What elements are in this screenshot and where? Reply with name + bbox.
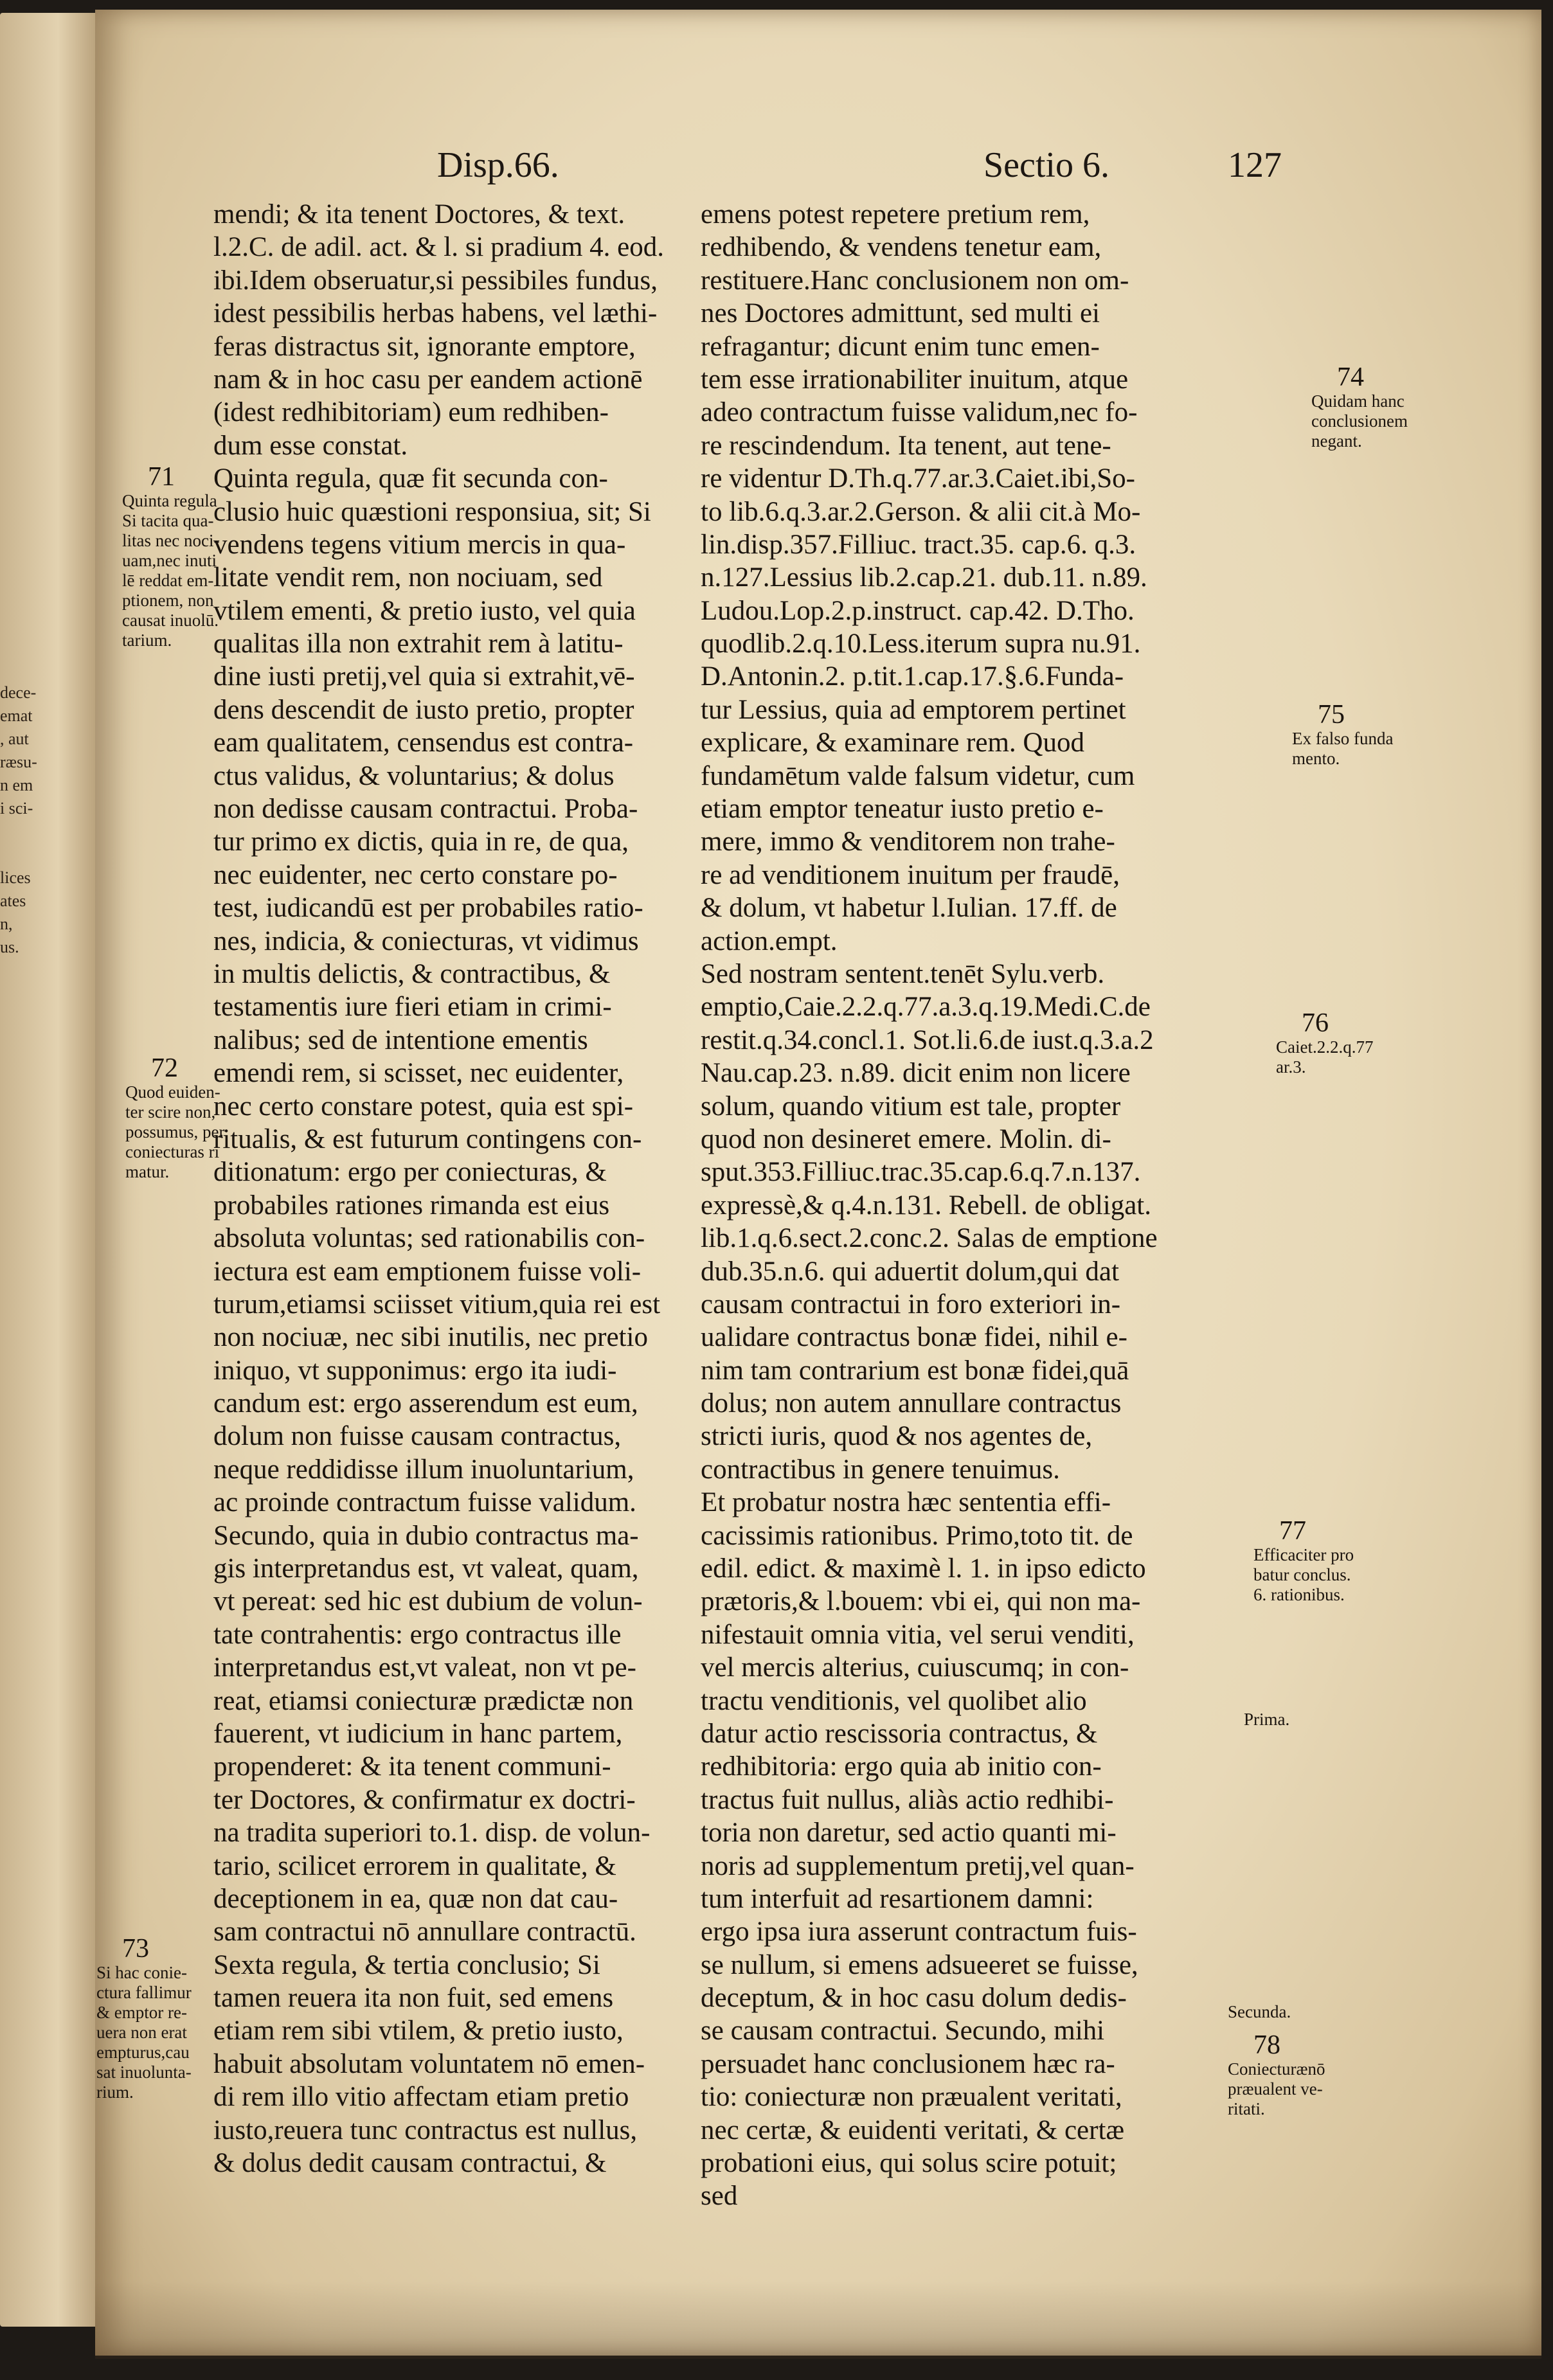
margin-note-line: Quidam hanc: [1311, 391, 1405, 411]
text-line: mendi; & ita tenent Doctores, & text.: [213, 199, 625, 229]
margin-note-line: ritati.: [1228, 2099, 1265, 2118]
text-line: re ad venditionem inuitum per fraudē,: [701, 859, 1120, 890]
margin-note-line: litas nec noci-: [122, 531, 220, 550]
text-line: dolum non fuisse causam contractus,: [213, 1421, 622, 1452]
text-line: vendens tegens vitium mercis in qua-: [213, 529, 626, 560]
text-line: edil. edict. & maximè l. 1. in ipso edicto: [701, 1553, 1146, 1584]
text-line: idest pessibilis herbas habens, vel læthi-: [213, 298, 658, 329]
text-line: persuadet hanc conclusionem hæc ra-: [701, 2048, 1115, 2079]
text-line: litate vendit rem, non nociuam, sed: [213, 562, 603, 593]
margin-note-line: possumus, per: [125, 1122, 225, 1141]
margin-note-number: 75: [1318, 700, 1345, 729]
text-line: ter Doctores, & confirmatur ex doctri-: [213, 1784, 636, 1815]
text-line: qualitas illa non extrahit rem à latitu-: [213, 629, 624, 659]
text-line: quod non desineret emere. Molin. di-: [701, 1123, 1111, 1154]
text-line: Sexta regula, & tertia conclusio; Si: [213, 1949, 600, 1980]
text-line: ualidare contractus bonæ fidei, nihil e-: [701, 1322, 1127, 1353]
left-page-fragment: us.: [0, 938, 19, 956]
text-line: tum interfuit ad resartionem damni:: [701, 1883, 1094, 1914]
text-line: candum est: ergo asserendum est eum,: [213, 1388, 638, 1419]
text-line: emendi rem, si scisset, nec euidenter,: [213, 1058, 624, 1089]
left-page-edge: [0, 13, 96, 2327]
margin-note-line: præualent ve-: [1228, 2079, 1323, 2098]
text-line: se causam contractui. Secundo, mihi: [701, 2016, 1105, 2046]
margin-note-line: batur conclus.: [1253, 1565, 1351, 1584]
text-line: di rem illo vitio affectam etiam pretio: [213, 2082, 629, 2113]
text-line: D.Antonin.2. p.tit.1.cap.17.§.6.Funda-: [701, 661, 1124, 692]
text-line: Et probatur nostra hæc sententia effi-: [701, 1487, 1111, 1518]
text-line: nalibus; sed de intentione ementis: [213, 1024, 588, 1055]
text-line: iusto,reuera tunc contractus est nullus,: [213, 2115, 638, 2145]
text-line: restit.q.34.concl.1. Sot.li.6.de iust.q.3.a.2: [701, 1024, 1154, 1055]
left-page-fragment: n em: [0, 776, 33, 794]
text-line: Ludou.Lop.2.p.instruct. cap.42. D.Tho.: [701, 595, 1135, 626]
margin-note-line: uam,nec inuti: [122, 551, 217, 570]
margin-note-line: negant.: [1311, 431, 1362, 451]
text-line: dub.35.n.6. qui aduertit dolum,qui dat: [701, 1256, 1119, 1287]
margin-note-line: coniecturas ri: [125, 1142, 220, 1161]
text-line: re videntur D.Th.q.77.ar.3.Caiet.ibi,So-: [701, 463, 1135, 494]
text-line: nifestauit omnia vitia, vel serui venditi,: [701, 1619, 1135, 1650]
text-line: eam qualitatem, censendus est contra-: [213, 728, 634, 758]
left-page-fragment: , aut: [0, 729, 29, 748]
text-line: redhibendo, & vendens tenetur eam,: [701, 232, 1102, 263]
margin-note-line: ctura fallimur: [96, 1983, 192, 2002]
text-line: adeo contractum fuisse validum,nec fo-: [701, 397, 1138, 428]
text-line: lin.disp.357.Filliuc. tract.35. cap.6. q.3.: [701, 529, 1136, 560]
text-line: se nullum, si emens adsueeret se fuisse,: [701, 1949, 1138, 1980]
text-line: nec certo constare potest, quia est spi-: [213, 1091, 634, 1122]
text-line: turum,etiamsi sciisset vitium,quia rei est: [213, 1289, 661, 1320]
margin-note-line: conclusionem: [1311, 411, 1408, 431]
text-line: interpretandus est,vt valeat, non vt pe-: [213, 1652, 636, 1683]
text-line: action.empt.: [701, 926, 838, 956]
text-line: tractu venditionis, vel quolibet alio: [701, 1685, 1087, 1716]
text-line: in multis delictis, & contractibus, &: [213, 958, 611, 989]
text-line: cacissimis rationibus. Primo,toto tit. de: [701, 1520, 1133, 1551]
text-line: tem esse irrationabiliter inuitum, atque: [701, 364, 1129, 395]
text-line: na tradita superiori to.1. disp. de volun-: [213, 1818, 651, 1848]
margin-note-line: Quod euiden-: [125, 1082, 220, 1102]
margin-note-right: [1228, 2002, 1291, 2022]
text-line: & dolus dedit causam contractui, &: [213, 2148, 607, 2179]
margin-note-line: lē reddat em-: [122, 571, 214, 590]
text-line: vt pereat: sed hic est dubium de volun-: [213, 1586, 643, 1617]
text-line: tur primo ex dictis, quia in re, de qua,: [213, 827, 629, 857]
text-line: noris ad supplementum pretij,vel quan-: [701, 1850, 1135, 1881]
margin-note-line: Secunda.: [1228, 2002, 1291, 2021]
text-line: quodlib.2.q.10.Less.iterum supra nu.91.: [701, 629, 1141, 659]
margin-note-line: tarium.: [122, 631, 172, 650]
margin-note-line: causat inuolū.: [122, 611, 219, 630]
text-line: emptio,Caie.2.2.q.77.a.3.q.19.Medi.C.de: [701, 992, 1151, 1023]
margin-note-line: Ex falso funda: [1292, 729, 1394, 748]
text-line: ritualis, & est futurum contingens con-: [213, 1123, 642, 1154]
text-line: sput.353.Filliuc.trac.35.cap.6.q.7.n.137.: [701, 1157, 1141, 1188]
margin-note-line: empturus,cau: [96, 2043, 190, 2062]
text-line: ctus validus, & voluntarius; & dolus: [213, 760, 615, 791]
text-line: probationi eius, qui solus scire potuit;: [701, 2148, 1117, 2179]
text-line: non dedisse causam contractui. Proba-: [213, 794, 638, 825]
margin-note-number: 78: [1253, 2030, 1280, 2060]
margin-note-line: ar.3.: [1276, 1057, 1306, 1077]
text-line: vel mercis alterius, cuiuscumq; in con-: [701, 1652, 1129, 1683]
text-line: to lib.6.q.3.ar.2.Gerson. & alii cit.à Mo-: [701, 496, 1141, 527]
text-line: fundamētum valde falsum videtur, cum: [701, 760, 1135, 791]
text-line: nim tam contrarium est bonæ fidei,quā: [701, 1355, 1129, 1386]
text-line: gis interpretandus est, vt valeat, quam,: [213, 1553, 639, 1584]
text-line: feras distractus sit, ignorante emptore,: [213, 331, 636, 362]
margin-note-line: Si hac conie-: [96, 1963, 187, 1982]
text-line: tario, scilicet errorem in qualitate, &: [213, 1850, 616, 1881]
text-line: contractibus in genere tenuimus.: [701, 1454, 1060, 1485]
text-line: etiam emptor teneatur iusto pretio e-: [701, 794, 1104, 825]
text-line: absoluta voluntas; sed rationabilis con-: [213, 1223, 645, 1254]
margin-note-line: mento.: [1292, 749, 1340, 768]
text-line: sed: [701, 2181, 738, 2212]
page-number: 127: [1228, 145, 1282, 185]
margin-note-line: ter scire non,: [125, 1102, 216, 1122]
text-line: Nau.cap.23. n.89. dicit enim non licere: [701, 1058, 1131, 1089]
text-line: tate contrahentis: ergo contractus ille: [213, 1619, 622, 1650]
margin-note-line: Prima.: [1244, 1710, 1290, 1729]
text-line: restituere.Hanc conclusionem non om-: [701, 265, 1129, 296]
margin-note-number: 74: [1337, 362, 1364, 392]
margin-note-right: [1311, 363, 1408, 451]
margin-note-left: [96, 1935, 192, 2102]
page-bottom-shadow: [95, 2282, 1541, 2359]
text-line: sam contractui nō annullare contractū.: [213, 1917, 636, 1947]
left-page-fragment: emat: [0, 706, 33, 725]
text-line: causam contractui in foro exteriori in-: [701, 1289, 1121, 1320]
text-line: tio: coniecturæ non præualent veritati,: [701, 2082, 1122, 2113]
margin-note-number: 72: [151, 1053, 178, 1083]
text-line: ergo ipsa iura asserunt contractum fuis-: [701, 1917, 1137, 1947]
header-left: Disp.66.: [437, 145, 559, 185]
text-line: testamentis iure fieri etiam in crimi-: [213, 992, 612, 1023]
margin-note-line: sat inuolunta-: [96, 2062, 192, 2082]
left-page-fragment: ates: [0, 891, 26, 910]
text-line: iniquo, vt supponimus: ergo ita iudi-: [213, 1355, 617, 1386]
left-page-fragment: [0, 820, 39, 843]
text-line: refragantur; dicunt enim tunc emen-: [701, 331, 1100, 362]
margin-note-right: [1253, 1517, 1354, 1605]
text-line: toria non daretur, sed actio quanti mi-: [701, 1818, 1117, 1848]
text-line: nes, indicia, & coniecturas, vt vidimus: [213, 926, 639, 956]
margin-note-line: 6. rationibus.: [1253, 1585, 1345, 1604]
margin-note-line: uera non erat: [96, 2023, 187, 2042]
text-line: & dolum, vt habetur l.Iulian. 17.ff. de: [701, 893, 1117, 924]
text-line: dine iusti pretij,vel quia si extrahit,vē-: [213, 661, 635, 692]
text-line: ditionatum: ergo per coniecturas, &: [213, 1157, 607, 1188]
text-line: mere, immo & venditorem non trahe-: [701, 827, 1115, 857]
text-line: tractus fuit nullus, aliàs actio redhibi-: [701, 1784, 1114, 1815]
text-line: propenderet: & ita tenent communi-: [213, 1751, 611, 1782]
text-line: stricti iuris, quod & nos agentes de,: [701, 1421, 1093, 1452]
text-line: solum, quando vitium est tale, propter: [701, 1091, 1121, 1122]
left-page-fragment: n,: [0, 915, 13, 933]
text-line: test, iudicandū est per probabiles ratio-: [213, 893, 643, 924]
text-line: Quinta regula, quæ fit secunda con-: [213, 463, 608, 494]
margin-note-number: 76: [1302, 1008, 1329, 1038]
margin-note-number: 71: [148, 462, 175, 492]
text-line: non nociuæ, nec sibi inutilis, nec pretio: [213, 1322, 648, 1353]
text-line: explicare, & examinare rem. Quod: [701, 728, 1084, 758]
left-page-fragment: lices: [0, 868, 31, 887]
right-text-column: [701, 198, 1286, 2213]
margin-note-line: & emptor re-: [96, 2003, 187, 2022]
margin-note-line: Coniecturænō: [1228, 2059, 1325, 2079]
margin-note-number: 77: [1279, 1516, 1306, 1546]
text-line: redhibitoria: ergo quia ab initio con-: [701, 1751, 1102, 1782]
text-line: dum esse constat.: [213, 430, 408, 461]
text-line: Sed nostram sentent.tenēt Sylu.verb.: [701, 958, 1105, 989]
left-page-fragment: ræsu-: [0, 753, 37, 771]
text-line: neque reddidisse illum inuoluntarium,: [213, 1454, 634, 1485]
text-line: tamen reuera ita non fuit, sed emens: [213, 1983, 614, 2014]
text-line: reat, etiamsi coniecturæ prædictæ non: [213, 1685, 634, 1716]
text-line: habuit absolutam voluntatem nō emen-: [213, 2048, 645, 2079]
margin-note-line: Quinta regula: [122, 491, 217, 510]
margin-note-line: ptionem, non: [122, 591, 214, 610]
text-line: dolus; non autem annullare contractus: [701, 1388, 1122, 1419]
text-line: ac proinde contractum fuisse validum.: [213, 1487, 636, 1518]
text-line: expressè,& q.4.n.131. Rebell. de obligat.: [701, 1190, 1151, 1221]
left-text-column: [213, 198, 741, 2179]
left-page-text-fragments: [0, 681, 39, 959]
margin-note-line: Caiet.2.2.q.77: [1276, 1037, 1374, 1057]
text-line: re rescindendum. Ita tenent, aut tene-: [701, 430, 1111, 461]
margin-note-right: [1276, 1009, 1373, 1077]
text-line: dens descendit de iusto pretio, propter: [213, 694, 634, 725]
left-page-fragment: i sci-: [0, 799, 33, 818]
margin-note-line: Efficaciter pro: [1253, 1545, 1354, 1564]
text-line: tur Lessius, quia ad emptorem pertinet: [701, 694, 1126, 725]
text-line: vtilem ementi, & pretio iusto, vel quia: [213, 595, 636, 626]
text-line: prætoris,& l.bouem: vbi ei, qui non ma-: [701, 1586, 1141, 1617]
text-line: fauerent, vt iudicium in hanc partem,: [213, 1718, 623, 1749]
margin-note-right: [1228, 2031, 1325, 2119]
margin-note-left: [122, 463, 219, 650]
margin-note-right: [1244, 1710, 1289, 1730]
text-line: clusio huic quæstioni responsiua, sit; Si: [213, 496, 651, 527]
margin-note-line: matur.: [125, 1162, 170, 1181]
text-line: nec euidenter, nec certo constare po-: [213, 859, 618, 890]
text-line: etiam rem sibi vtilem, & pretio iusto,: [213, 2016, 624, 2046]
text-line: n.127.Lessius lib.2.cap.21. dub.11. n.89.: [701, 562, 1147, 593]
left-page-fragment: dece-: [0, 683, 37, 702]
text-line: probabiles rationes rimanda est eius: [213, 1190, 610, 1221]
text-line: l.2.C. de adil. act. & l. si pradium 4. eod.: [213, 232, 665, 263]
margin-note-left: [125, 1054, 225, 1182]
text-line: emens potest repetere pretium rem,: [701, 199, 1090, 229]
text-line: datur actio rescissoria contractus, &: [701, 1718, 1098, 1749]
text-line: nam & in hoc casu per eandem actionē: [213, 364, 643, 395]
header-right: Sectio 6.: [983, 145, 1109, 185]
margin-note-line: Si tacita qua-: [122, 511, 214, 530]
running-header: [0, 145, 1553, 202]
margin-note-number: 73: [122, 1934, 149, 1964]
text-line: iectura est eam emptionem fuisse voli-: [213, 1256, 642, 1287]
text-line: deceptionem in ea, quæ non dat cau-: [213, 1883, 618, 1914]
text-line: (idest redhibitoriam) eum redhiben-: [213, 397, 609, 428]
text-line: ibi.Idem obseruatur,si pessibiles fundus,: [213, 265, 658, 296]
margin-note-right: [1292, 701, 1393, 769]
text-line: lib.1.q.6.sect.2.conc.2. Salas de emptione: [701, 1223, 1158, 1254]
margin-note-line: rium.: [96, 2082, 134, 2102]
text-line: deceptum, & in hoc casu dolum dedis-: [701, 1983, 1127, 2014]
left-page-fragment: [0, 843, 39, 866]
text-line: nes Doctores admittunt, sed multi ei: [701, 298, 1100, 329]
text-line: nec certæ, & euidenti veritati, & certæ: [701, 2115, 1125, 2145]
text-line: Secundo, quia in dubio contractus ma-: [213, 1520, 639, 1551]
